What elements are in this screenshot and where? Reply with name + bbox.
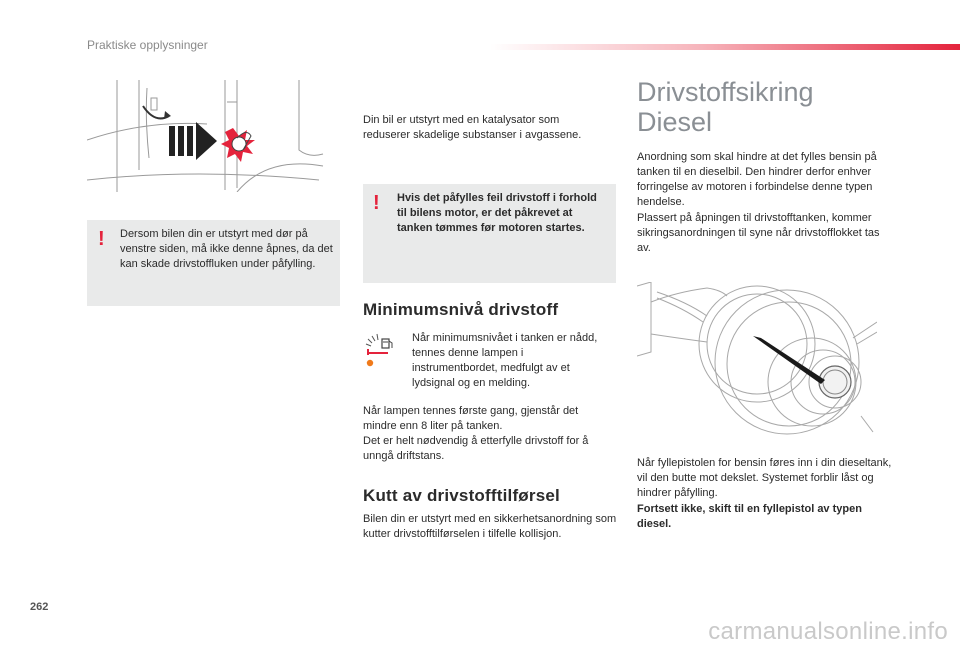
warning-icon: ! [98, 228, 105, 250]
header-accent-bar [490, 44, 960, 50]
remaining-fuel-text: Når lampen tennes første gang, gjenstår det mindre enn 8 liter på tanken. [363, 405, 579, 432]
switch-nozzle-text: Fortsett ikke, skift til en fyllepistol av typen diesel. [637, 503, 862, 530]
door-warning-text: Dersom bilen din er utstyrt med dør på venstre siden, må ikke denne åpnes, da det kan skade drivstoffluken under påfylling. [120, 228, 333, 270]
page-number: 262 [30, 601, 49, 613]
diesel-guard-title-line1: Drivstoffsikring [637, 77, 814, 107]
door-warning-box [87, 220, 340, 306]
cutoff-text: Bilen din er utstyrt med en sikkerhetsanordning som kutter drivstofftilførselen i tilfelle kollisjon. [363, 513, 617, 540]
fuel-warning-text: Hvis det påfylles feil drivstoff i forhold til bilens motor, er det påkrevet at tanken tømmes før motoren startes. [397, 192, 597, 234]
cutoff-heading: Kutt av drivstofftilførsel [363, 486, 560, 505]
diesel-guard-description: Anordning som skal hindre at det fylles bensin på tanken til en dieselbil. Den hindrer derfor enhver forringelse av motoren i forbindelse denne typen hendelse. [637, 151, 877, 208]
fuel-warning-box [363, 184, 616, 283]
diesel-guard-location: Plassert på åpningen til drivstofftanken, kommer sikringsanordningen til syne når drivstofflokket tas av. [637, 212, 880, 254]
catalyst-text: Din bil er utstyrt med en katalysator som reduserer skadelige substanser i avgassene. [363, 114, 582, 141]
warning-icon: ! [373, 192, 380, 214]
diesel-guard-title-line2: Diesel [637, 107, 713, 137]
watermark: carmanualsonline.info [708, 618, 948, 645]
low-fuel-lamp-icon [364, 333, 398, 373]
refuel-text: Det er helt nødvendig å etterfylle drivstoff for å unngå driftstans. [363, 435, 589, 462]
sliding-door-illustration [87, 80, 327, 192]
section-title: Praktiske opplysninger [87, 38, 208, 52]
min-level-heading: Minimumsnivå drivstoff [363, 300, 559, 319]
fuel-filler-illustration [637, 282, 877, 442]
nozzle-blocked-text: Når fyllepistolen for bensin føres inn i din dieseltank, vil den butte mot dekslet. Systemet forblir låst og hindrer påfylling. [637, 457, 892, 499]
lamp-text: Når minimumsnivået i tanken er nådd, tennes denne lampen i instrumentbordet, medfulgt av et lydsignal og en melding. [412, 332, 598, 389]
